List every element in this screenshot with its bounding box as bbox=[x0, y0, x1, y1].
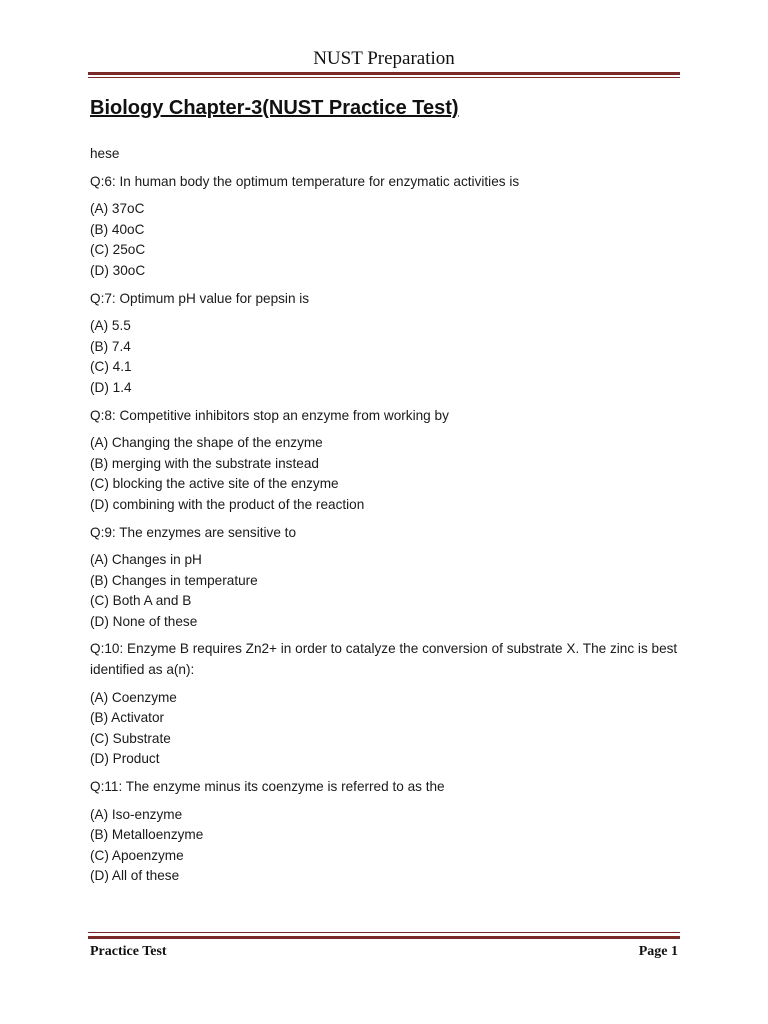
option-item: (C) Substrate bbox=[90, 730, 171, 746]
option-item: (A) Coenzyme bbox=[90, 689, 177, 705]
option-item: (A) 5.5 bbox=[90, 318, 131, 334]
header-rule-thick bbox=[88, 72, 680, 75]
option-item: (C) 4.1 bbox=[90, 359, 132, 375]
option-item: (C) Apoenzyme bbox=[90, 847, 184, 863]
option-item: (D) All of these bbox=[90, 868, 180, 884]
options-list bbox=[90, 433, 680, 515]
question-10 bbox=[90, 639, 680, 680]
question-7 bbox=[90, 289, 680, 310]
document-body bbox=[90, 144, 680, 894]
options-list bbox=[90, 688, 680, 770]
options-list bbox=[90, 550, 680, 632]
option-item: (C) 25oC bbox=[90, 242, 146, 258]
question-8 bbox=[90, 406, 680, 427]
options-list bbox=[90, 805, 680, 887]
intro-text: hese bbox=[90, 146, 120, 161]
option-item: (A) Changes in pH bbox=[90, 552, 202, 568]
question-text: Q:10: Enzyme B requires Zn2+ in order to catalyze the conversion of substrate X. The zinc is best identified as a(n): bbox=[90, 641, 678, 678]
question-text: Q:9: The enzymes are sensitive to bbox=[90, 524, 297, 540]
option-item: (D) 1.4 bbox=[90, 379, 132, 395]
option-item: (B) Activator bbox=[90, 710, 165, 726]
option-item: (A) Iso-enzyme bbox=[90, 806, 183, 822]
option-item: (B) 40oC bbox=[90, 221, 145, 237]
option-item: (B) Changes in temperature bbox=[90, 572, 258, 588]
footer-rule-thin bbox=[88, 932, 680, 933]
options-list bbox=[90, 316, 680, 398]
option-item: (B) Metalloenzyme bbox=[90, 827, 204, 843]
option-item: (C) blocking the active site of the enzyme bbox=[90, 476, 339, 492]
option-item: (D) combining with the product of the reaction bbox=[90, 496, 365, 512]
question-text: Q:7: Optimum pH value for pepsin is bbox=[90, 290, 310, 306]
option-item: (A) Changing the shape of the enzyme bbox=[90, 435, 323, 451]
option-item: (D) None of these bbox=[90, 613, 198, 629]
question-text: Q:8: Competitive inhibitors stop an enzyme from working by bbox=[90, 407, 449, 423]
option-item: (C) Both A and B bbox=[90, 593, 192, 609]
option-item: (B) merging with the substrate instead bbox=[90, 455, 319, 471]
footer-label: Practice Test bbox=[90, 944, 167, 959]
question-text: Q:11: The enzyme minus its coenzyme is referred to as the bbox=[90, 779, 445, 795]
options-list bbox=[90, 199, 680, 281]
option-item: (D) 30oC bbox=[90, 262, 146, 278]
document-title: Biology Chapter-3(NUST Practice Test) bbox=[90, 97, 459, 119]
question-6 bbox=[90, 172, 680, 193]
question-11 bbox=[90, 777, 680, 798]
option-item: (B) 7.4 bbox=[90, 338, 131, 354]
page-number: Page 1 bbox=[638, 944, 678, 959]
question-9 bbox=[90, 523, 680, 544]
page-header-title: NUST Preparation bbox=[313, 48, 455, 69]
footer-rule-thick bbox=[88, 936, 680, 939]
option-item: (D) Product bbox=[90, 751, 160, 767]
header-rule-thin bbox=[88, 77, 680, 78]
question-text: Q:6: In human body the optimum temperature for enzymatic activities is bbox=[90, 173, 520, 189]
option-item: (A) 37oC bbox=[90, 201, 145, 217]
